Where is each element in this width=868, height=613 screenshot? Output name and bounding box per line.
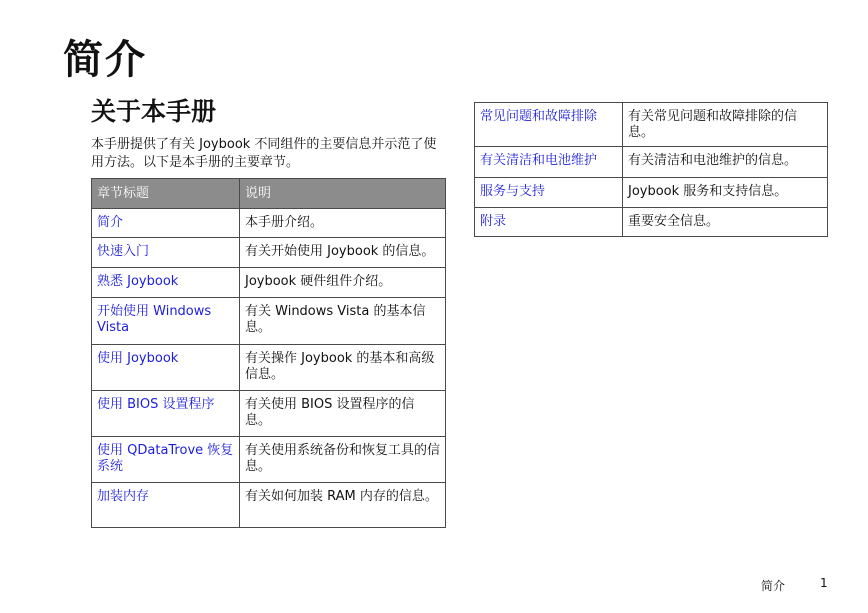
chapter-link[interactable]: 附录 bbox=[475, 208, 623, 237]
table-row bbox=[92, 268, 446, 298]
table-row bbox=[92, 391, 446, 437]
header-description: 说明 bbox=[240, 179, 446, 209]
table-row bbox=[92, 345, 446, 391]
chapter-description: Joybook 硬件组件介绍。 bbox=[240, 268, 446, 298]
chapter-description: 重要安全信息。 bbox=[623, 208, 828, 237]
section-title: 关于本手册 bbox=[91, 97, 217, 126]
table-row bbox=[475, 208, 828, 237]
table-row bbox=[475, 147, 828, 178]
table-row bbox=[92, 298, 446, 345]
chapter-link[interactable]: 使用 Joybook bbox=[92, 345, 240, 391]
chapter-title: 简介 bbox=[63, 37, 147, 83]
chapter-link[interactable]: 简介 bbox=[92, 209, 240, 238]
page-number: 1 bbox=[820, 576, 828, 590]
table-row bbox=[92, 483, 446, 528]
chapter-description: Joybook 服务和支持信息。 bbox=[623, 178, 828, 208]
table-row bbox=[92, 437, 446, 483]
chapter-link[interactable]: 使用 QDataTrove 恢复系统 bbox=[92, 437, 240, 483]
chapter-description: 有关开始使用 Joybook 的信息。 bbox=[240, 238, 446, 268]
chapter-description: 有关常见问题和故障排除的信息。 bbox=[623, 103, 828, 147]
table-row bbox=[92, 238, 446, 268]
chapter-link[interactable]: 快速入门 bbox=[92, 238, 240, 268]
header-chapter-title: 章节标题 bbox=[92, 179, 240, 209]
chapter-link[interactable]: 开始使用 Windows Vista bbox=[92, 298, 240, 345]
chapter-description: 有关操作 Joybook 的基本和高级信息。 bbox=[240, 345, 446, 391]
table-header-row bbox=[92, 179, 446, 209]
chapter-link[interactable]: 使用 BIOS 设置程序 bbox=[92, 391, 240, 437]
table-row bbox=[475, 103, 828, 147]
chapter-description: 有关 Windows Vista 的基本信息。 bbox=[240, 298, 446, 345]
chapter-description: 有关清洁和电池维护的信息。 bbox=[623, 147, 828, 178]
chapter-link[interactable]: 服务与支持 bbox=[475, 178, 623, 208]
chapter-description: 本手册介绍。 bbox=[240, 209, 446, 238]
chapter-link[interactable]: 熟悉 Joybook bbox=[92, 268, 240, 298]
table-row bbox=[92, 209, 446, 238]
chapter-table-left bbox=[91, 178, 446, 528]
intro-paragraph: 本手册提供了有关 Joybook 不同组件的主要信息并示范了使用方法。以下是本手册的主要章节。 bbox=[91, 137, 437, 170]
chapter-link[interactable]: 加装内存 bbox=[92, 483, 240, 528]
chapter-link[interactable]: 有关清洁和电池维护 bbox=[475, 147, 623, 178]
chapter-description: 有关使用系统备份和恢复工具的信息。 bbox=[240, 437, 446, 483]
chapter-link[interactable]: 常见问题和故障排除 bbox=[475, 103, 623, 147]
chapter-description: 有关如何加装 RAM 内存的信息。 bbox=[240, 483, 446, 528]
table-row bbox=[475, 178, 828, 208]
chapter-table-right bbox=[474, 102, 828, 237]
chapter-description: 有关使用 BIOS 设置程序的信息。 bbox=[240, 391, 446, 437]
footer-section-label: 简介 bbox=[761, 579, 786, 593]
